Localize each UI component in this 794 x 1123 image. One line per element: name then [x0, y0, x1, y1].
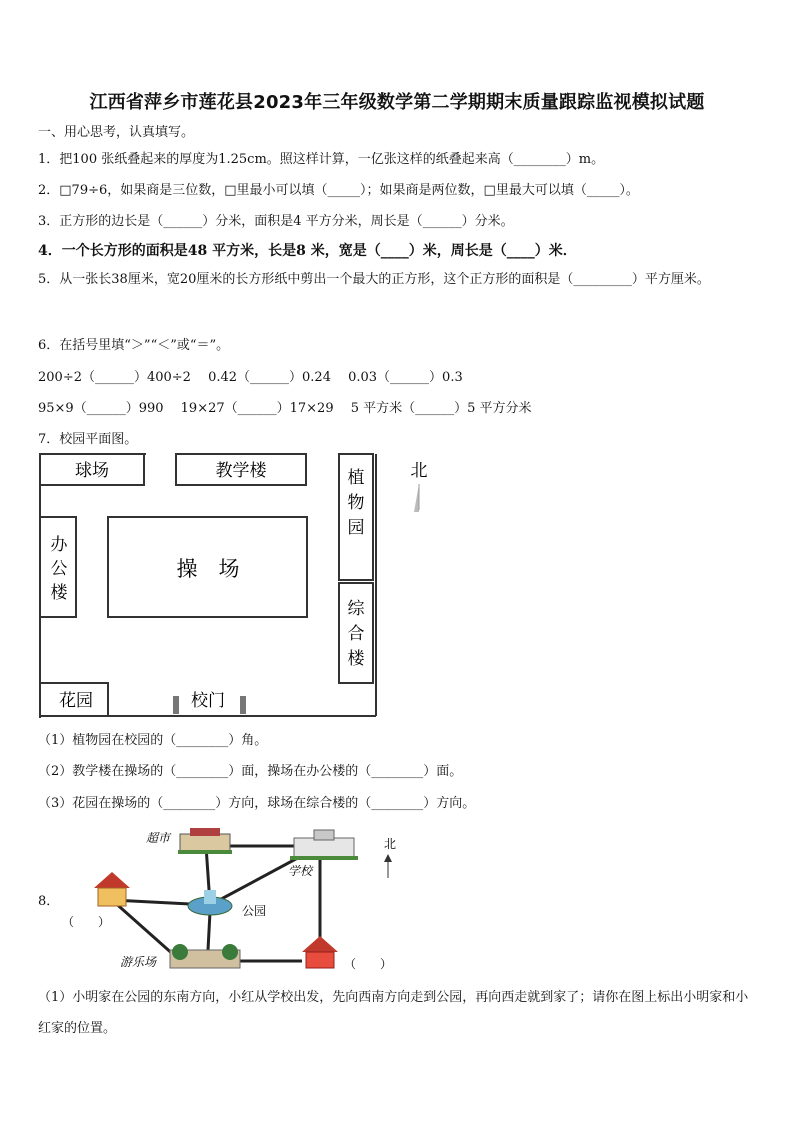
answer-blank-1: （ ） — [61, 915, 111, 929]
label-zonghelou-2: 合 — [347, 624, 365, 644]
page-title: 江西省萍乡市莲花县2023年三年级数学第二学期期末质量跟踪监视模拟试题 — [89, 92, 705, 113]
question-3: 3．正方形的边长是（______）分米，面积是4 平方分米，周长是（______）分米。 — [38, 214, 514, 229]
amusement-park-icon — [170, 944, 240, 968]
question-6-row-1: 200÷2（______）400÷2 0.42（______）0.24 0.03（______）0.3 — [38, 370, 463, 385]
question-1: 1．把100 张纸叠起来的厚度为1.25cm。照这样计算，一亿张这样的纸叠起来高（________）m。 — [38, 152, 605, 167]
label-youlechang: 游乐场 — [119, 955, 157, 969]
label-chaoshi: 超市 — [145, 831, 171, 845]
label-gongyuan: 公园 — [241, 904, 267, 918]
label-jiaoxuelou: 教学楼 — [215, 461, 267, 481]
question-8-1: （1）小明家在公园的东南方向，小红从学校出发，先向西南方向走到公园，再向西走就到家了；请你在图上标出小明家和小红家的位置。 — [38, 990, 749, 1036]
supermarket-icon — [178, 828, 232, 854]
question-2: 2．□79÷6，如果商是三位数，□里最小可以填（_____）；如果商是两位数，□里最大可以填（_____）。 — [38, 183, 639, 198]
label-north-8: 北 — [383, 837, 397, 851]
park-icon — [188, 890, 232, 915]
section-heading: 一、用心思考，认真填写。 — [38, 125, 195, 140]
label-zhiwuyuan-1: 植 — [347, 468, 365, 488]
label-bangonglou-3: 楼 — [50, 583, 68, 603]
question-4: 4．一个长方形的面积是48 平方米，长是8 米，宽是（____）米，周长是（____）米． — [38, 243, 577, 259]
label-zonghelou-1: 综 — [347, 599, 365, 619]
label-zonghelou-3: 楼 — [347, 649, 365, 669]
question-7-3: （3）花园在操场的（________）方向，球场在综合楼的（________）方向。 — [38, 796, 476, 811]
question-7: 7．校园平面图。 — [38, 432, 138, 447]
question-7-1: （1）植物园在校园的（________）角。 — [38, 733, 268, 748]
answer-blank-2: （ ） — [343, 957, 393, 971]
question-8: 8． — [38, 894, 60, 909]
campus-map — [36, 450, 436, 720]
label-xuexiao: 学校 — [287, 864, 313, 878]
question-5: 5．从一张长38厘米，宽20厘米的长方形纸中剪出一个最大的正方形，这个正方形的面积是（_________）平方厘米。 — [38, 272, 710, 287]
route-map — [50, 820, 420, 980]
label-huayuan: 花园 — [59, 691, 93, 711]
label-qiuchang: 球场 — [75, 461, 109, 481]
house-icon-2 — [302, 936, 338, 968]
label-bangonglou-1: 办 — [50, 535, 68, 555]
question-6: 6．在括号里填“＞”“＜”或“＝”。 — [38, 338, 230, 353]
question-6-row-2: 95×9（______）990 19×27（______）17×29 5 平方米（______）5 平方分米 — [38, 401, 532, 416]
label-zhiwuyuan-2: 物 — [347, 493, 365, 513]
label-zhiwuyuan-3: 园 — [347, 518, 365, 538]
label-north: 北 — [410, 461, 428, 481]
school-icon — [290, 830, 358, 860]
label-caochang: 操 场 — [176, 557, 240, 581]
question-7-2: （2）教学楼在操场的（________）面，操场在办公楼的（________）面。 — [38, 764, 463, 779]
label-bangonglou-2: 公 — [50, 559, 68, 579]
house-icon — [94, 872, 130, 906]
label-xiaomen: 校门 — [191, 691, 225, 711]
